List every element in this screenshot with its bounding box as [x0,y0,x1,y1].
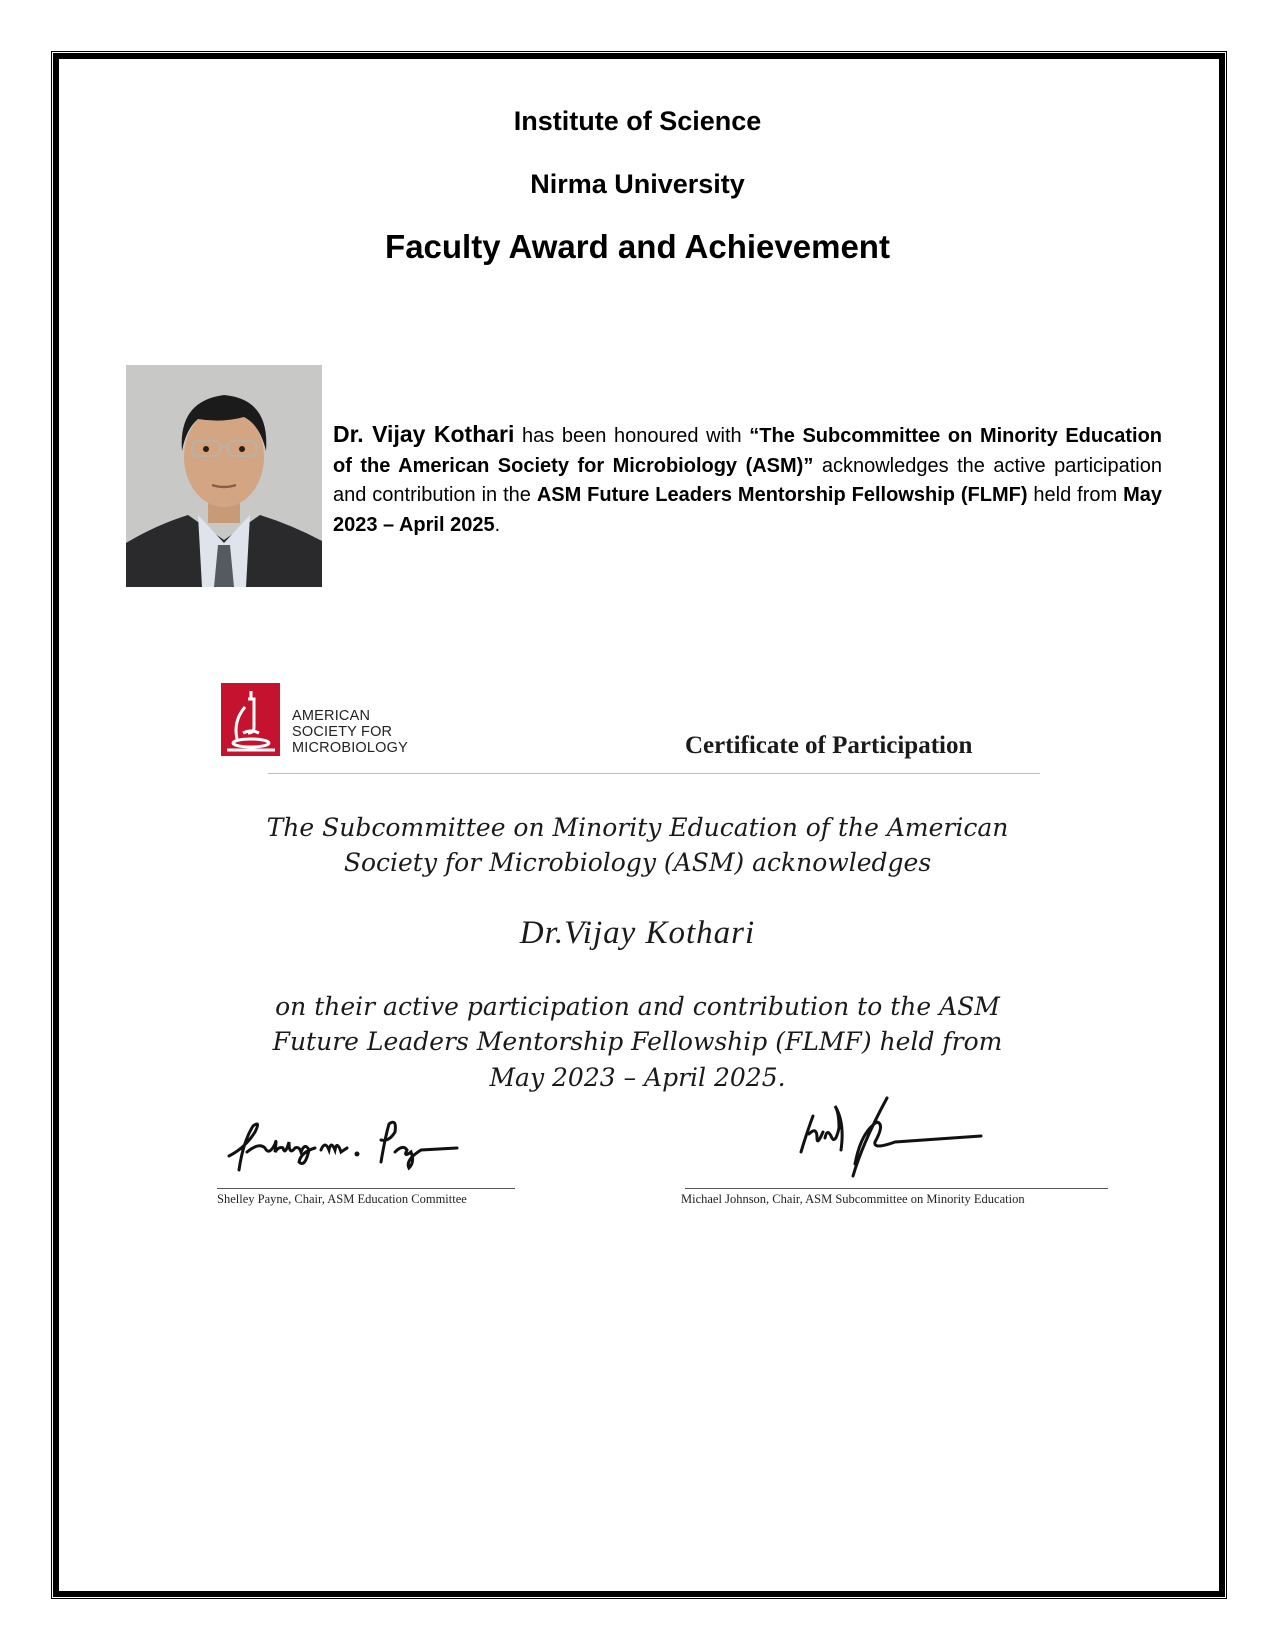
logo-line-3: MICROBIOLOGY [292,740,408,756]
university-heading: Nirma University [530,169,745,199]
recipient-name: Dr.Vijay Kothari [519,915,756,951]
award-text-4: . [494,513,501,536]
body-line-1: on their active participation and contribution to the ASM [275,992,1000,1021]
award-text-2: acknowledges the active participation and contribution in the [333,454,1162,506]
fellowship-name: ASM Future Leaders Mentorship Fellowship (FLMF) [536,484,1028,506]
signature-michael-johnson [795,1092,990,1184]
award-text-3: held from [1027,484,1124,506]
handwritten-signature-icon [795,1092,990,1184]
handwritten-signature-icon [225,1112,465,1182]
header-divider [268,773,1040,774]
logo-line-1: AMERICAN [292,708,371,724]
faculty-portrait-photo-icon [126,365,322,587]
body-line-2: Future Leaders Mentorship Fellowship (FLMF) held from [272,1027,1003,1056]
award-body-name: “The Subcommittee on Minority Education of the American Society for Microbiology (ASM)” [333,425,1162,477]
institute-heading: Institute of Science [513,106,762,136]
body-line-3: May 2023 – April 2025. [489,1063,786,1092]
signature-line-right [685,1188,1108,1189]
signature-line-left [217,1188,515,1189]
faculty-name: Dr. Vijay Kothari [333,421,515,447]
award-text-1: has been honoured with [514,425,750,447]
signatory-caption-right: Michael Johnson, Chair, ASM Subcommittee on Minority Education [681,1192,1025,1206]
page-title: Faculty Award and Achievement [385,228,890,265]
logo-line-2: SOCIETY FOR [292,724,393,740]
signatory-caption-left: Shelley Payne, Chair, ASM Education Committee [217,1192,467,1206]
signature-shelley-payne [225,1112,465,1182]
ack-line-1: The Subcommittee on Minority Education of the American [266,813,1009,842]
faculty-photo [126,365,322,587]
microscope-icon [221,683,280,756]
ack-line-2: Society for Microbiology (ASM) acknowledges [343,848,932,877]
asm-logo [221,683,280,756]
asm-logo-text [292,708,408,756]
award-period: May 2023 – April 2025 [333,484,1162,536]
award-description [333,420,1162,540]
certificate-title: Certificate of Participation [685,732,973,759]
